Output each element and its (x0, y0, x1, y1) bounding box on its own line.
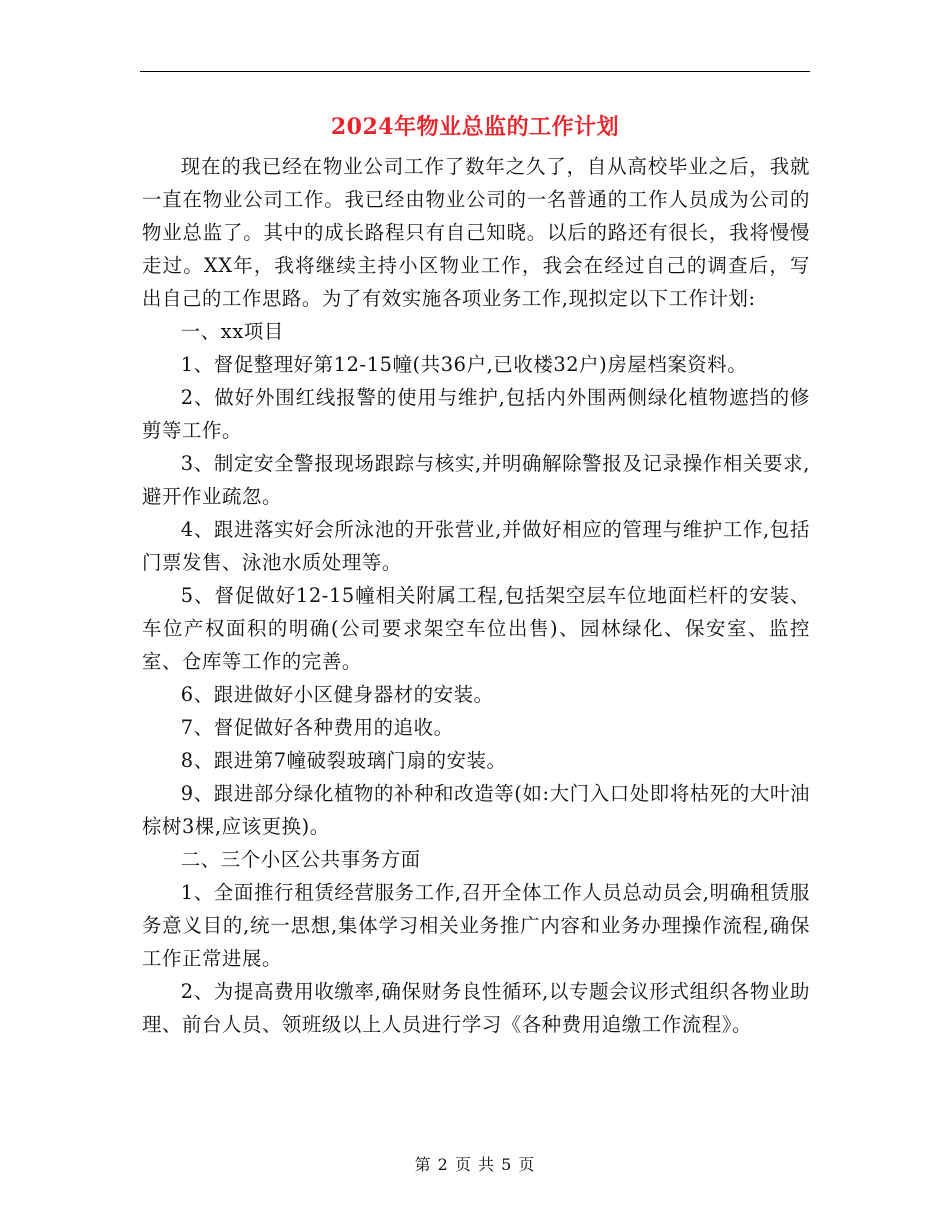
paragraph: 1、督促整理好第12-15幢(共36户,已收楼32户)房屋档案资料。 (180, 353, 748, 376)
paragraph: 8、跟进第7幢破裂玻璃门扇的安装。 (180, 749, 507, 772)
paragraph: 4、跟进落实好会所泳池的开张营业,并做好相应的管理与维护工作,包括门票发售、泳池水质处理等。 (142, 518, 810, 574)
paragraph: 9、跟进部分绿化植物的补种和改造等(如:大门入口处即将枯死的大叶油棕树3棵,应该更换)。 (142, 782, 810, 838)
page-indicator: 第 2 页 共 5 页 (414, 1155, 536, 1174)
paragraph: 5、督促做好12-15幢相关附属工程,包括架空层车位地面栏杆的安装、车位产权面积的明确(公司要求架空车位出售)、园林绿化、保安室、监控室、仓库等工作的完善。 (142, 584, 810, 673)
paragraph: 1、全面推行租赁经营服务工作,召开全体工作人员总动员会,明确租赁服务意义目的,统一思想,集体学习相关业务推广内容和业务办理操作流程,确保工作正常进展。 (142, 881, 810, 970)
paragraph: 2、为提高费用收缴率,确保财务良性循环,以专题会议形式组织各物业助理、前台人员、领班级以上人员进行学习《各种费用追缴工作流程》。 (142, 980, 810, 1036)
paragraph: 7、督促做好各种费用的追收。 (180, 716, 454, 739)
paragraph: 6、跟进做好小区健身器材的安装。 (180, 683, 494, 706)
paragraph: 二、三个小区公共事务方面 (180, 848, 421, 871)
paragraph: 一、xx项目 (180, 320, 284, 343)
document-title: 2024年物业总监的工作计划 (330, 114, 620, 140)
paragraph: 3、制定安全警报现场跟踪与核实,并明确解除警报及记录操作相关要求,避开作业疏忽。 (142, 452, 810, 508)
paragraph: 2、做好外围红线报警的使用与维护,包括内外围两侧绿化植物遮挡的修剪等工作。 (142, 386, 810, 442)
paragraph: 现在的我已经在物业公司工作了数年之久了，自从高校毕业之后，我就一直在物业公司工作。我已经由物业公司的一名普通的工作人员成为公司的物业总监了。其中的成长路程只有自己知晓。以后的路还有很长，我将慢慢走过。XX年，我将继续主持小区物业工作，我会在经过自己的调查后，写出自己的工作思路。为了有效实施各项业务工作,现拟定以下工作计划: (142, 155, 810, 310)
document-body (142, 150, 810, 1041)
header-rule (140, 71, 810, 72)
